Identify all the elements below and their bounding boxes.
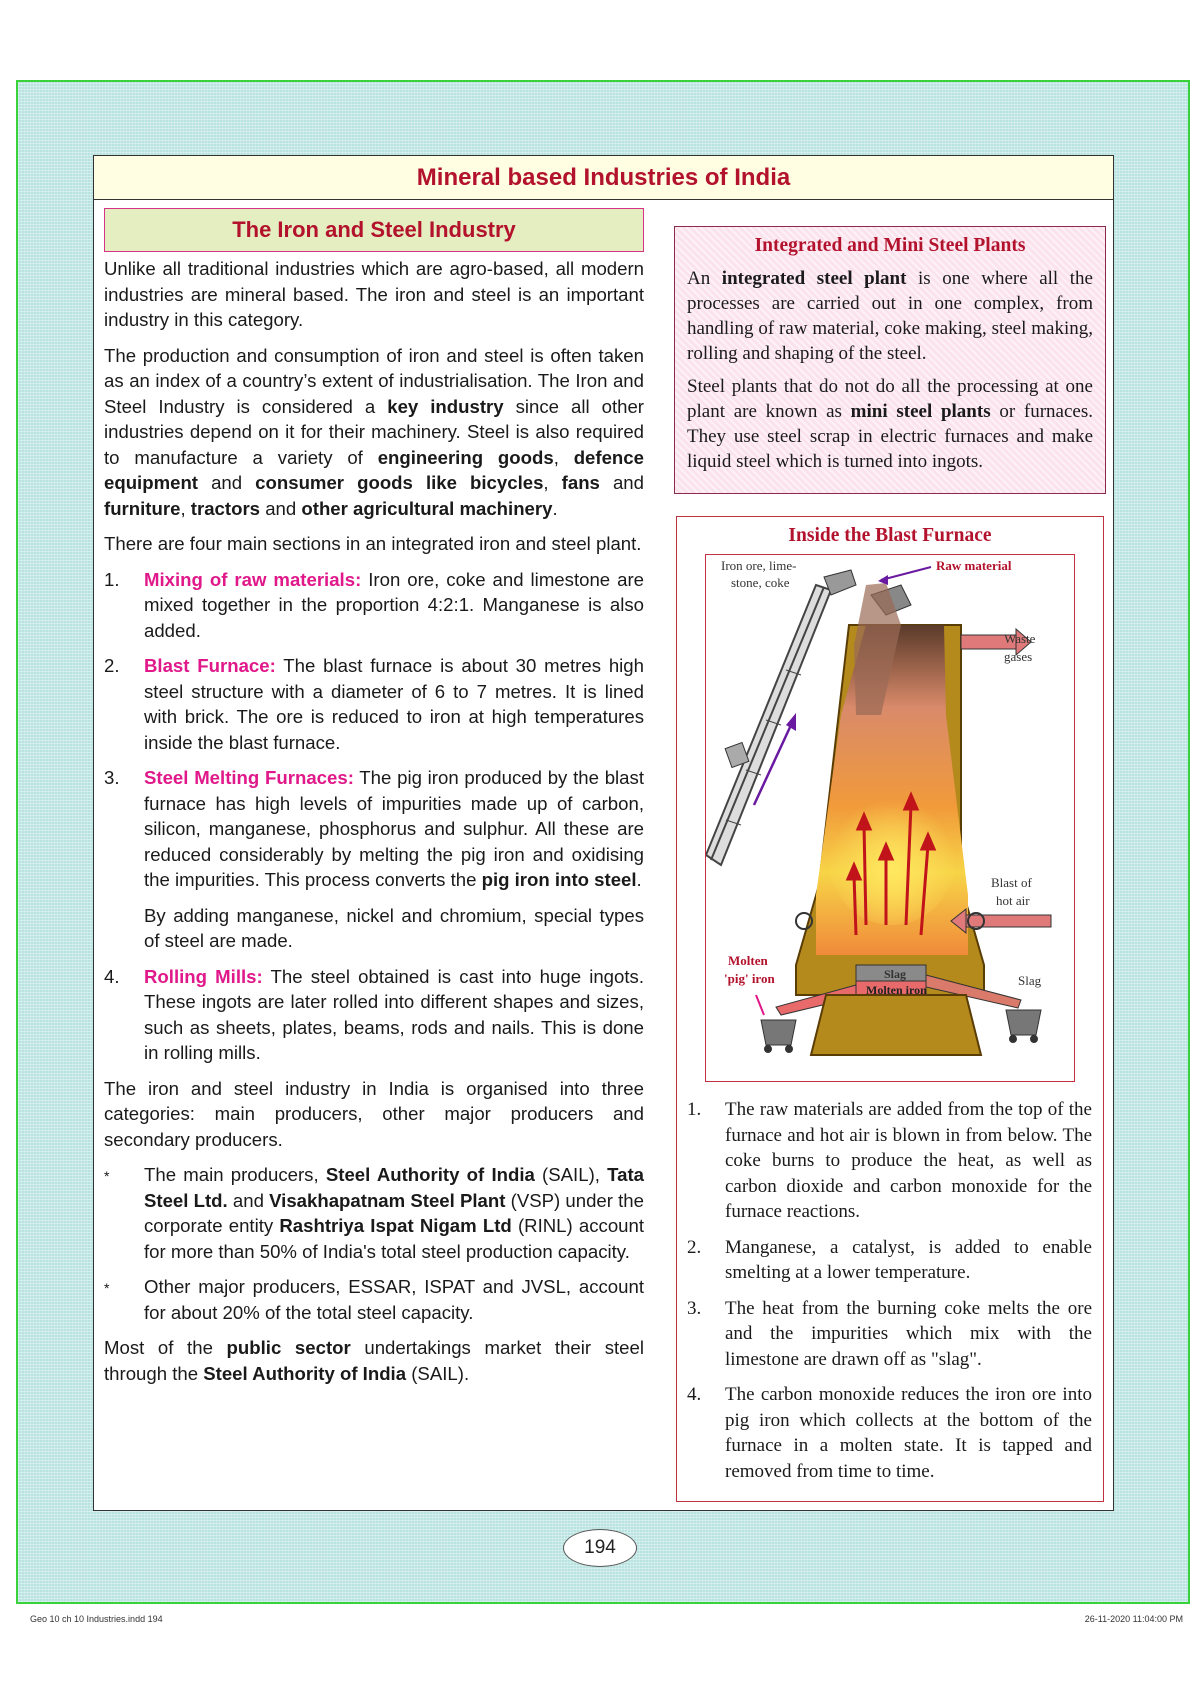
bullet-item: * The main producers, Steel Authority of India (SAIL), Tata Steel Ltd. and Visakhapatnam Steel Plant (VSP) under the corporate entity Rashtriya Ispat Nigam Ltd (RINL) account for more than 50% of India's total steel production capacity. (104, 1164, 645, 1262)
closing-paragraph: Most of the public sector undertakings market their steel through the Steel Authority of India (SAIL). (104, 1337, 644, 1384)
conveyor-belt (706, 585, 831, 865)
page-title: Mineral based Industries of India (416, 163, 791, 191)
blast-furnace-panel (676, 516, 1104, 1502)
item-heading: Mixing of raw materials: (144, 568, 362, 590)
list-item: 4. The carbon monoxide reduces the iron ore into pig iron which collects at the bottom of the furnace in a molten state. It is tapped and removed from time to time. (687, 1384, 1092, 1482)
intro-paragraph-2: The production and consumption of iron and steel is often taken as an index of a country’s extent of industrialisation. The Iron and Steel Industry is considered a key industry since all other industries depend on it for their machinery. Steel is also required to manufacture a variety of engineering goods, defence equipment and consumer goods like bicycles, fans and furniture, tractors and other agricultural machinery. (104, 344, 644, 519)
list-item: 2. Manganese, a catalyst, is added to enable smelting at a lower temperature. (687, 1236, 1092, 1283)
list-item: 3. Steel Melting Furnaces: The pig iron produced by the blast furnace has high levels of impurities made up of carbon, silicon, manganese, phosphorus and sulphur. All these are reduced considerably by melting the pig iron and oxidising the impurities. This process converts the pig iron into steel. By adding manganese, nickel and chromium, special types of steel are made. (104, 767, 644, 951)
footer-timestamp: 26-11-2020 11:04:00 PM (1084, 1614, 1183, 1624)
svg-text:gases: gases (1004, 649, 1033, 664)
label-waste-gases: Waste (1004, 631, 1036, 646)
blast-furnace-diagram (705, 554, 1075, 1082)
list-item: 1. Mixing of raw materials: Iron ore, coke and limestone are mixed together in the proportion 4:2:1. Manganese is also added. (104, 568, 644, 641)
info-box-paragraph: An integrated steel plant is one where all the processes are carried out in one complex, from handling of raw material, coke making, steel making, rolling and shaping of the steel. (687, 268, 1093, 364)
info-box-paragraph: Steel plants that do not do all the processing at one plant are known as mini steel plants or furnaces. They use steel scrap in electric furnaces and make liquid steel which is turned into ingots. (687, 376, 1093, 472)
page-content (93, 155, 1114, 1511)
page-number: 194 (563, 1529, 637, 1567)
list-item: 1. The raw materials are added from the top of the furnace and hot air is blown in from below. The coke burns to produce the heat, as well as carbon dioxide and carbon monoxide for the furnace reactions. (687, 1099, 1092, 1222)
organised-paragraph: The iron and steel industry in India is organised into three categories: main producers, other major producers and secondary producers. (104, 1077, 644, 1150)
label-raw-material: Raw material (936, 558, 1012, 573)
sections-intro: There are four main sections in an integrated iron and steel plant. (104, 533, 642, 554)
svg-text:stone, coke: stone, coke (731, 575, 790, 590)
label-slag-inner: Slag (884, 967, 907, 981)
label-iron-ore: Iron ore, lime- (721, 558, 797, 573)
bullet-item: * Other major producers, ESSAR, ISPAT and JVSL, account for about 20% of the total steel capacity. (104, 1276, 644, 1323)
list-item: 4. Rolling Mills: The steel obtained is cast into huge ingots. These ingots are later rolled into different shapes and sizes, such as sheets, plates, beams, rods and nails. This is done in rolling mills. (104, 965, 644, 1063)
list-item: 2. Blast Furnace: The blast furnace is about 30 metres high steel structure with a diameter of 6 to 7 metres. It is lined with brick. The ore is reduced to iron at high temperatures inside the blast furnace. (104, 655, 644, 753)
furnace-title: Inside the Blast Furnace (788, 525, 992, 546)
list-item: 3. The heat from the burning coke melts the ore and the impurities which mix with the limestone are drawn off as "slag". (687, 1297, 1092, 1370)
intro-paragraph-1: Unlike all traditional industries which are agro-based, all modern industries are mineral based. The iron and steel is an important industry in this category. (104, 258, 644, 330)
footer-file-info: Geo 10 ch 10 Industries.indd 194 (30, 1614, 163, 1624)
label-molten-pig-iron: Molten (728, 953, 768, 968)
label-slag-outlet: Slag (1018, 973, 1042, 988)
section-title: The Iron and Steel Industry (232, 217, 516, 243)
label-molten-iron: Molten iron (866, 983, 927, 997)
section-heading-box (104, 208, 644, 252)
svg-text:hot air: hot air (996, 893, 1030, 908)
furnace-points-list (687, 1097, 1092, 1494)
item-heading: Rolling Mills: (144, 965, 263, 987)
title-band (94, 156, 1113, 200)
svg-text:'pig' iron: 'pig' iron (724, 971, 775, 986)
item-heading: Steel Melting Furnaces: (144, 767, 354, 788)
label-blast-hot-air: Blast of (991, 875, 1032, 890)
info-box-steel-plants (674, 226, 1106, 494)
info-box-title: Integrated and Mini Steel Plants (754, 235, 1026, 256)
blast-furnace-illustration (706, 555, 1074, 1081)
item-heading: Blast Furnace: (144, 655, 276, 676)
left-column (104, 208, 644, 1396)
